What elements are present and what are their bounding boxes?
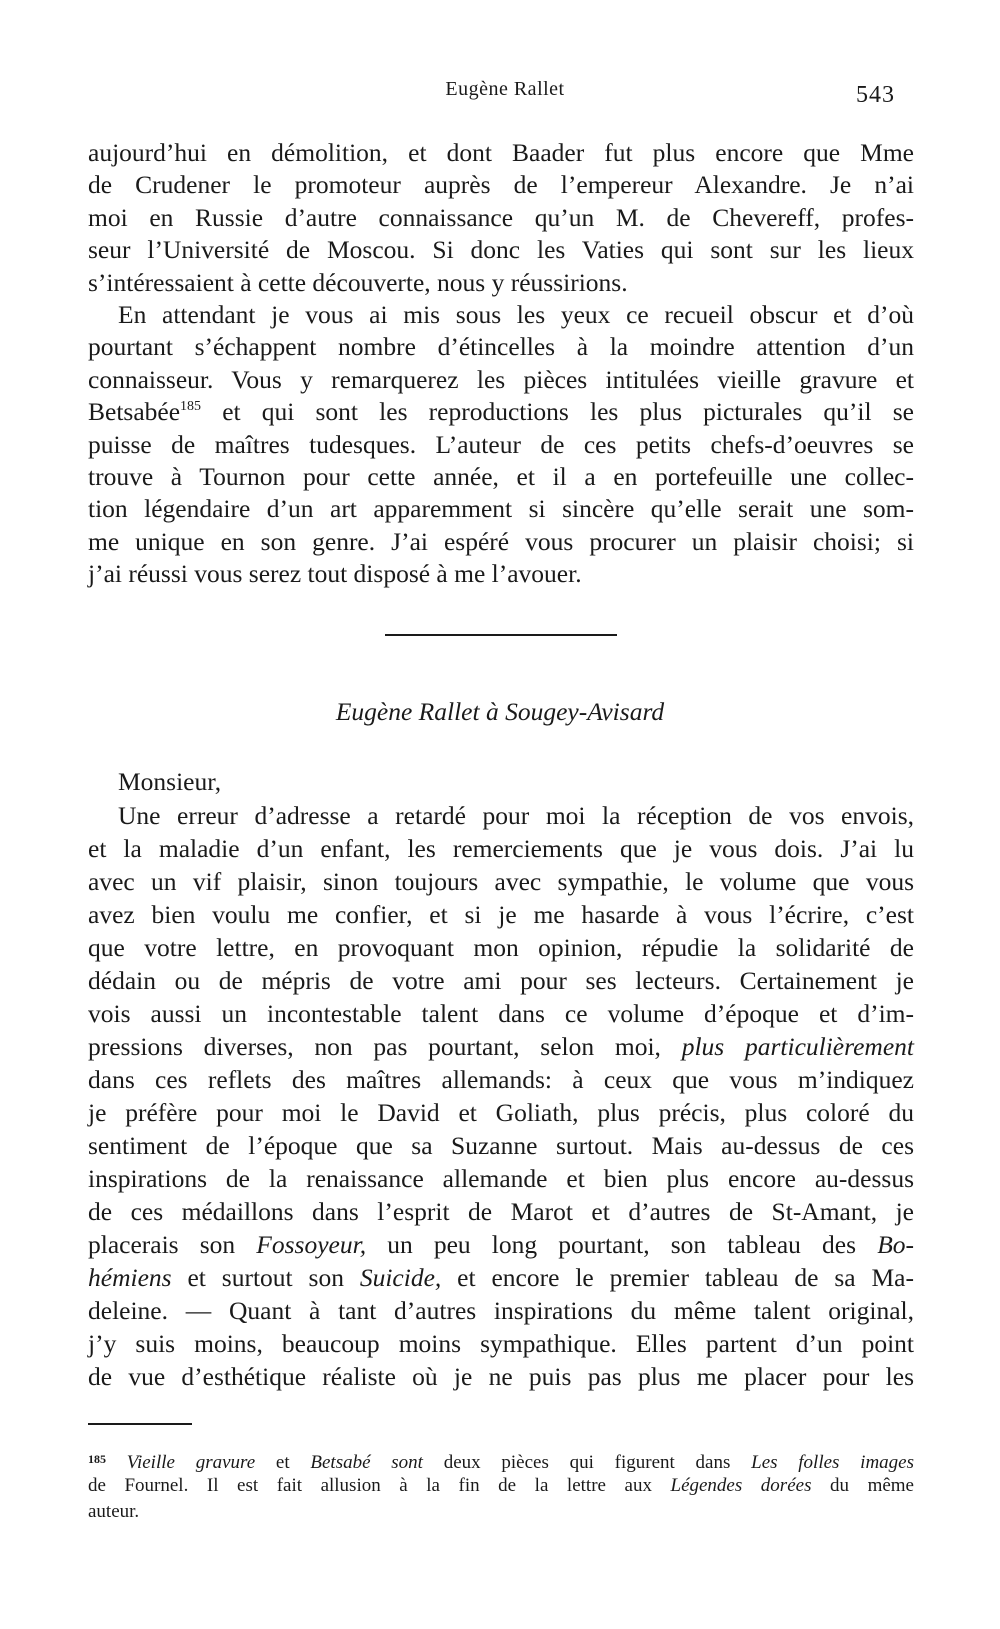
footnote-rule bbox=[88, 1423, 192, 1425]
text-line: je préfère pour moi le David et Goliath, plus précis, plus coloré du bbox=[88, 1098, 914, 1127]
text-run: deux pièces qui figurent dans bbox=[422, 1452, 752, 1473]
salutation: Monsieur, bbox=[118, 767, 222, 796]
text-line: moi en Russie d’autre connaissance qu’un M. de Chevereff, profes- bbox=[88, 202, 914, 232]
running-header bbox=[0, 78, 1000, 114]
italic-run: Vieille gravure bbox=[126, 1452, 256, 1473]
italic-run: hémiens bbox=[88, 1263, 172, 1292]
text-line: puisse de maîtres tudesques. L’auteur de ces petits chefs-d’oeuvres se bbox=[88, 429, 914, 459]
text-line: Une erreur d’adresse a retardé pour moi la réception de vos envois, bbox=[118, 801, 914, 830]
text-line: sentiment de l’époque que sa Suzanne surtout. Mais au-dessus de ces bbox=[88, 1131, 914, 1160]
text-line: j’ai réussi vous serez tout disposé à me l’avouer. bbox=[88, 559, 582, 589]
text-line: dans ces reflets des maîtres allemands: à ceux que vous m’indiquez bbox=[88, 1065, 914, 1094]
text-run: un peu long pourtant, son tableau des bbox=[366, 1230, 878, 1259]
text-line: vois aussi un incontestable talent dans ce volume d’époque et d’im- bbox=[88, 999, 914, 1028]
text-run: et encore le premier tableau de sa Ma- bbox=[441, 1263, 914, 1292]
text-line: tion légendaire d’un art apparemment si sincère qu’elle serait une som- bbox=[88, 494, 914, 524]
paragraph-continued bbox=[88, 137, 914, 299]
italic-run: Bo- bbox=[877, 1230, 915, 1259]
footnote-line bbox=[88, 1446, 914, 1473]
footnote-line bbox=[88, 1473, 914, 1500]
text-line: aujourd’hui en démolition, et dont Baader fut plus encore que Mme bbox=[88, 138, 914, 167]
italic-run: plus particulièrement bbox=[681, 1032, 914, 1061]
italic-run: Suicide, bbox=[359, 1263, 442, 1292]
letter-heading: Eugène Rallet à Sougey-Avisard bbox=[335, 697, 665, 726]
text-line bbox=[88, 396, 914, 428]
italic-run: Les folles images bbox=[751, 1452, 915, 1473]
footnote bbox=[88, 1446, 914, 1526]
text-line bbox=[88, 1261, 914, 1294]
running-title: Eugène Rallet bbox=[445, 78, 565, 100]
text-line: trouve à Tournon pour cette année, et il a en portefeuille une collec- bbox=[88, 461, 914, 491]
text-line: connaisseur. Vous y remarquerez les pièces intitulées vieille gravure et bbox=[88, 364, 914, 394]
italic-run: Légendes dorées bbox=[670, 1474, 812, 1496]
text-run: pressions diverses, non pas pourtant, selon moi, bbox=[88, 1032, 682, 1061]
text-line: En attendant je vous ai mis sous les yeux ce recueil obscur et d’où bbox=[118, 300, 914, 329]
text-line: s’intéressaient à cette découverte, nous y réussirions. bbox=[88, 267, 628, 297]
text-line: pourtant s’échappent nombre d’étincelles à la moindre attention d’un bbox=[88, 332, 914, 362]
footnote-line: auteur. bbox=[88, 1501, 140, 1522]
text-line: me unique en son genre. J’ai espéré vous procurer un plaisir choisi; si bbox=[88, 526, 914, 556]
text-line: que votre lettre, en provoquant mon opinion, répudie la solidarité de bbox=[88, 933, 914, 962]
text-line: de ces médaillons dans l’esprit de Marot et d’autres de St-Amant, je bbox=[88, 1197, 914, 1226]
text-run: Betsabée bbox=[88, 397, 181, 427]
text-line bbox=[88, 1228, 914, 1261]
page-number: 543 bbox=[856, 82, 895, 108]
text-line: et la maladie d’un enfant, les remerciements que je vous dois. J’ai lu bbox=[88, 834, 914, 863]
italic-run: Fossoyeur, bbox=[256, 1230, 367, 1259]
text-line: avez bien voulu me confier, et si je me hasarde à vous l’écrire, c’est bbox=[88, 900, 914, 929]
text-run: et bbox=[255, 1452, 311, 1473]
text-run: placerais son bbox=[88, 1230, 257, 1259]
footnote-reference: 185 bbox=[180, 399, 202, 415]
paragraph-en-attendant bbox=[88, 299, 914, 591]
text-run: du même bbox=[811, 1474, 914, 1496]
text-line: dédain ou de mépris de votre ami pour ses lecteurs. Certainement je bbox=[88, 966, 914, 995]
text-line bbox=[88, 1030, 914, 1063]
text-line: inspirations de la renaissance allemande et bien plus encore au-dessus bbox=[88, 1164, 914, 1193]
text-line: avec un vif plaisir, sinon toujours avec sympathie, le volume que vous bbox=[88, 867, 914, 896]
text-run: de Fournel. Il est fait allusion à la fin de la lettre aux bbox=[88, 1474, 671, 1496]
text-line: seur l’Université de Moscou. Si donc les Vaties qui sont sur les lieux bbox=[88, 235, 914, 265]
italic-run: Betsabé sont bbox=[310, 1452, 423, 1473]
text-line: de Crudener le promoteur auprès de l’empereur Alexandre. Je n’ai bbox=[88, 170, 914, 200]
footnote-number: 185 bbox=[88, 1452, 106, 1466]
section-separator bbox=[385, 634, 617, 636]
text-run: et qui sont les reproductions les plus picturales qu’il se bbox=[201, 397, 914, 427]
letter-body bbox=[88, 799, 914, 1393]
text-line: de vue d’esthétique réaliste où je ne puis pas plus me placer pour les bbox=[88, 1362, 914, 1391]
text-line: deleine. — Quant à tant d’autres inspirations du même talent original, bbox=[88, 1296, 914, 1325]
text-run: et surtout son bbox=[171, 1263, 360, 1292]
text-line: j’y suis moins, beaucoup moins sympathique. Elles partent d’un point bbox=[88, 1329, 914, 1358]
